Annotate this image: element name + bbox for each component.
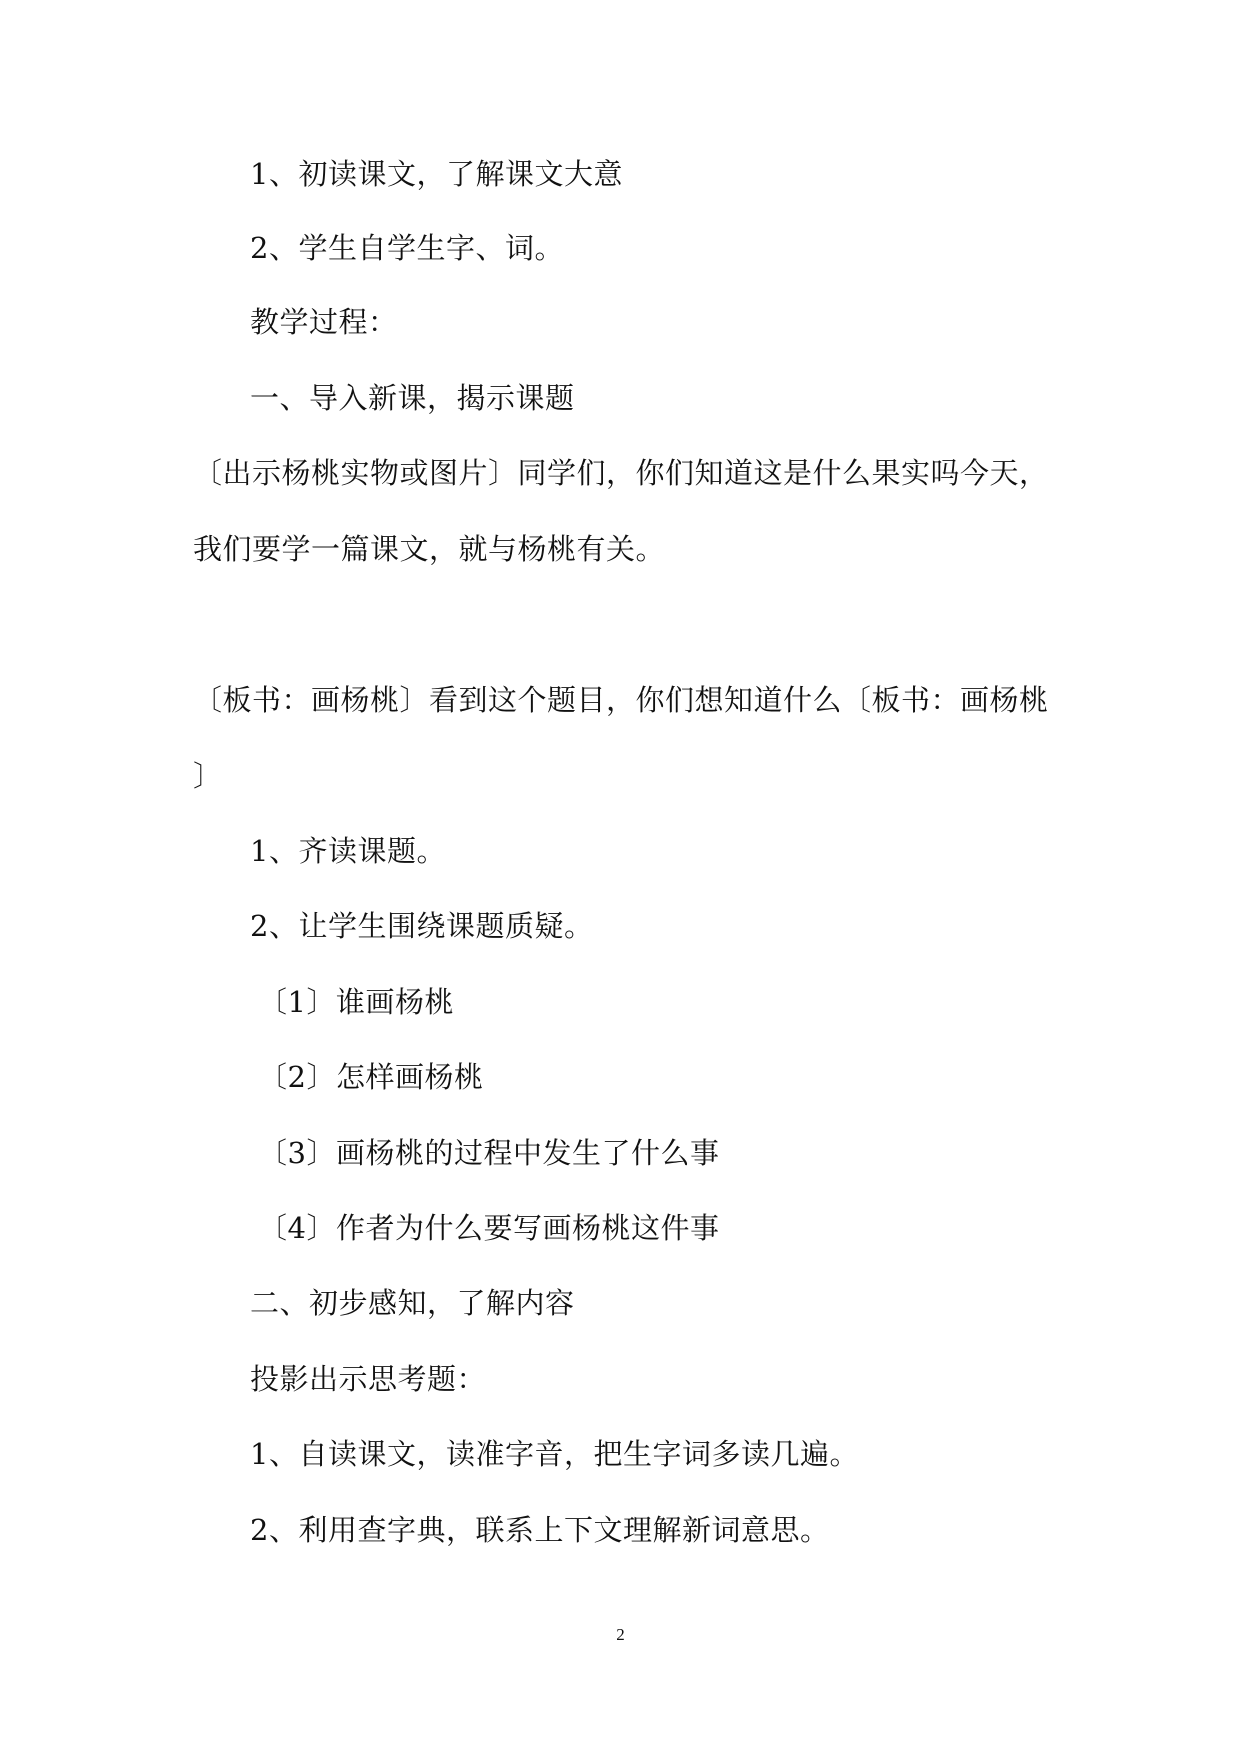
paragraph-line: 〔出示杨桃实物或图片〕同学们，你们知道这是什么果实吗今天，	[193, 456, 1049, 490]
paragraph-line: 投影出示思考题：	[250, 1362, 487, 1396]
section-heading: 二、初步感知，了解内容	[250, 1286, 575, 1320]
paragraph-line: 2、学生自学生字、词。	[250, 231, 564, 265]
list-item: 〔2〕怎样画杨桃	[258, 1060, 484, 1094]
list-item: 2、让学生围绕课题质疑。	[250, 909, 594, 943]
paragraph-line: 〔板书：画杨桃〕看到这个题目，你们想知道什么〔板书：画杨桃	[193, 683, 1049, 717]
paragraph-line: 〕	[193, 759, 223, 793]
list-item: 1、自读课文，读准字音，把生字词多读几遍。	[250, 1437, 859, 1471]
list-item: 〔4〕作者为什么要写画杨桃这件事	[258, 1211, 720, 1245]
section-heading: 教学过程：	[250, 305, 398, 339]
page-number: 2	[616, 1625, 625, 1644]
list-item: 〔3〕画杨桃的过程中发生了什么事	[258, 1136, 720, 1170]
list-item: 2、利用查字典，联系上下文理解新词意思。	[250, 1513, 830, 1547]
list-item: 〔1〕谁画杨桃	[258, 985, 454, 1019]
list-item: 1、齐读课题。	[250, 834, 446, 868]
paragraph-line: 我们要学一篇课文，就与杨桃有关。	[193, 532, 666, 566]
paragraph-line: 1、初读课文，了解课文大意	[250, 157, 623, 191]
section-heading: 一、导入新课，揭示课题	[250, 381, 575, 415]
